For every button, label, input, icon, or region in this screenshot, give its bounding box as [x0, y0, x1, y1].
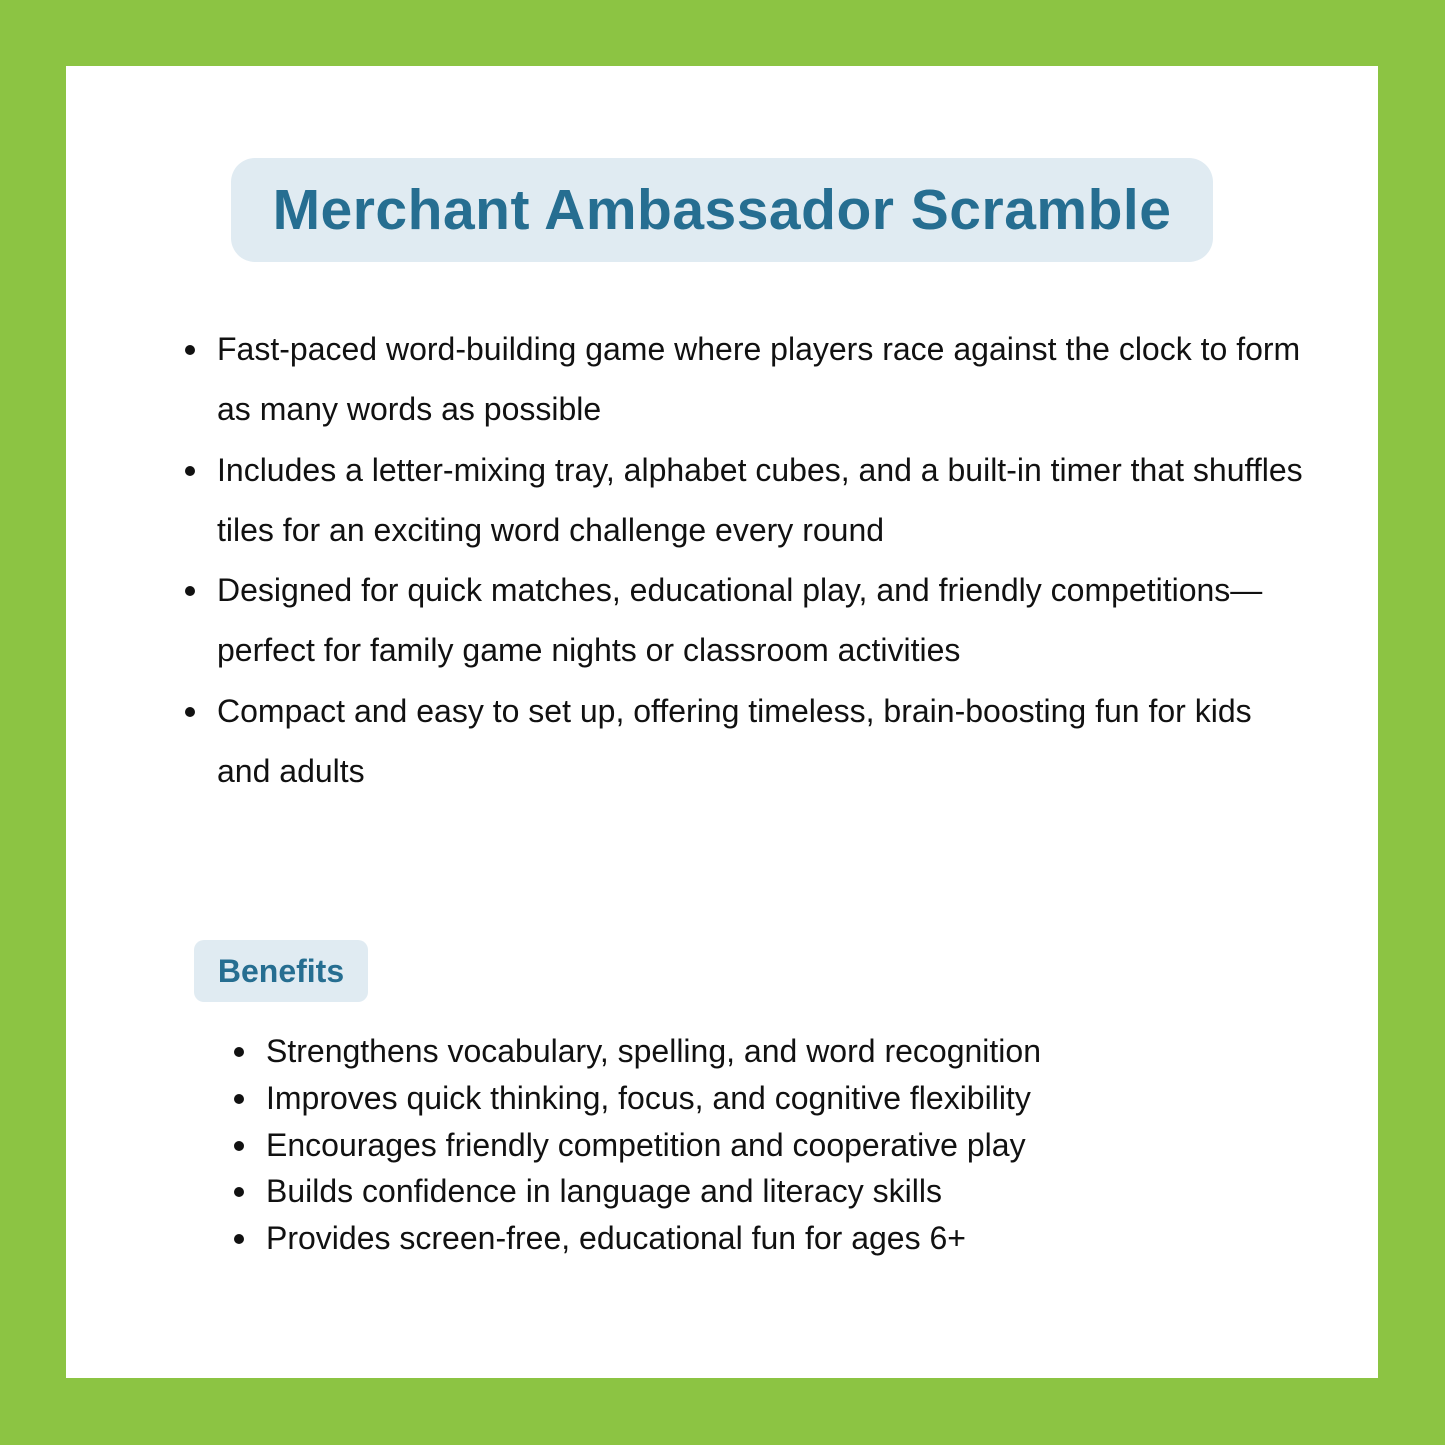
benefits-list	[266, 1028, 1041, 1262]
feature-item: Includes a letter-mixing tray, alphabet cubes, and a built-in timer that shuffles tiles for an exciting word challenge every round	[217, 440, 1307, 561]
benefits-heading-box	[194, 940, 368, 1002]
benefit-item: Encourages friendly competition and cooperative play	[266, 1122, 1041, 1169]
benefit-item: Strengthens vocabulary, spelling, and word recognition	[266, 1028, 1041, 1075]
benefit-item: Provides screen-free, educational fun for ages 6+	[266, 1215, 1041, 1262]
feature-item: Designed for quick matches, educational play, and friendly competitions—perfect for family game nights or classroom activities	[217, 560, 1307, 681]
feature-item: Compact and easy to set up, offering timeless, brain-boosting fun for kids and adults	[217, 681, 1307, 802]
page-title: Merchant Ambassador Scramble	[272, 178, 1172, 242]
benefit-item: Builds confidence in language and literacy skills	[266, 1168, 1041, 1215]
feature-item: Fast-paced word-building game where players race against the clock to form as many words as possible	[217, 319, 1307, 440]
feature-list	[217, 319, 1307, 801]
benefits-heading: Benefits	[217, 952, 345, 989]
title-banner	[231, 158, 1213, 262]
benefit-item: Improves quick thinking, focus, and cognitive flexibility	[266, 1075, 1041, 1122]
